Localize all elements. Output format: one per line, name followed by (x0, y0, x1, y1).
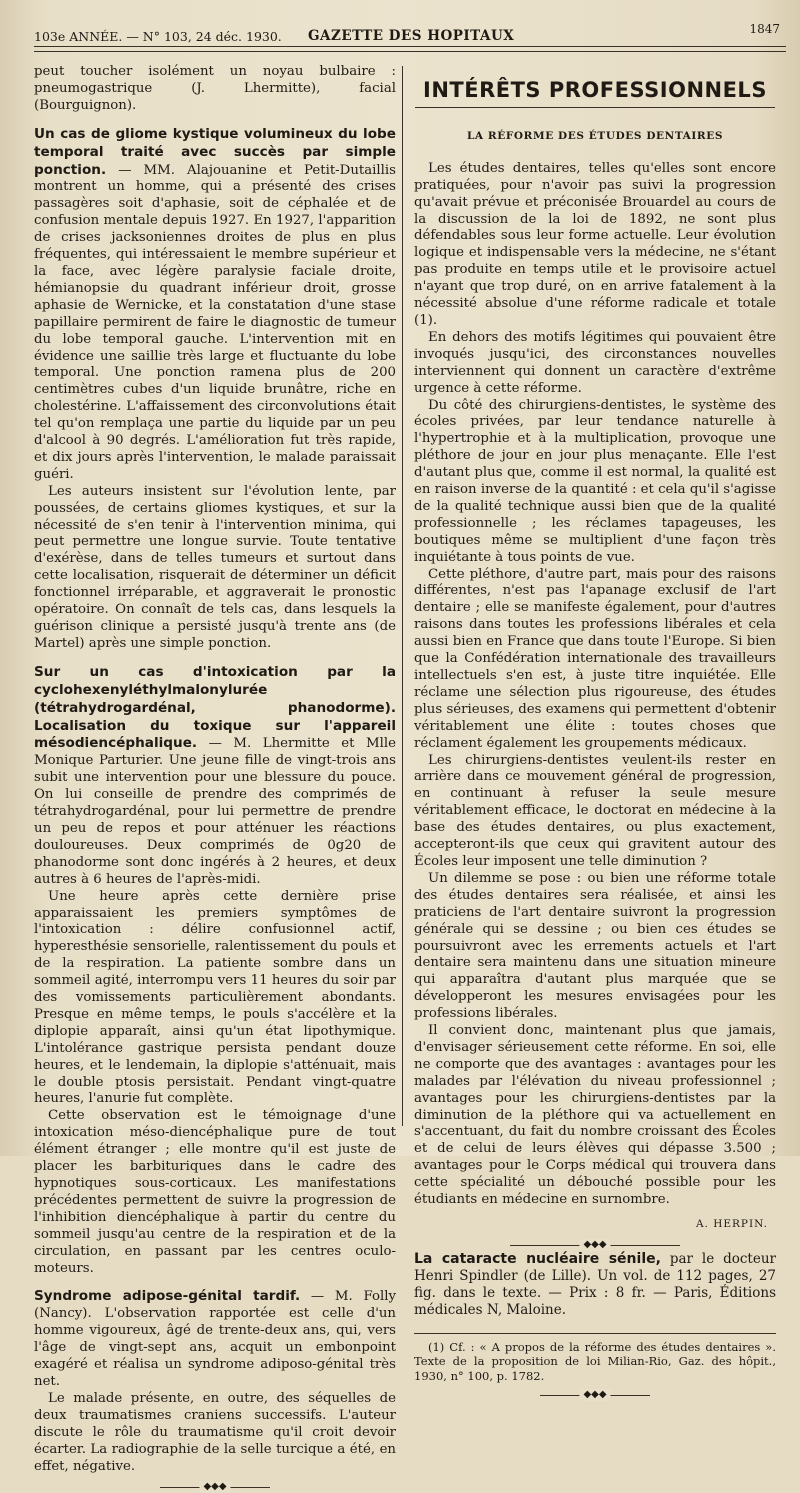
article-gliome-para1: montrent un homme, qui a présenté des crises passagères soit d'aphasie, soit de céphalée et de confusion mentale depuis 1927. En 1927, l'apparition de crises jacksoniennes droites de plus en plus fréquentes, qui intéressaient le membre supérieur et la face, avec légère paralysie faciale droite, hémianopsie du quadrant inférieur droit, grosse aphasie de Wernicke, et la constatation d'une stase papillaire permirent de faire le diagnostic de tumeur du lobe temporal gauche. L'intervention mit en évidence une saillie très large et fluctuante du lobe temporal. Une ponction ramena plus de 200 centimètres cubes d'un liquide brunâtre, riche en cholestérine. L'affaissement des circonvolutions était tel qu'on remplaça une partie du liquide par un peu d'alcool à 90 degrés. L'amélioration fut très rapide, et dix jours après l'intervention, le malade paraissait guéri. (34, 179, 396, 482)
dental-paragraph: Cette pléthore, d'autre part, mais pour des raisons différentes, n'est pas l'apanage exclusif de l'art dentaire ; elle se manifeste également, pour d'autres raisons dans toutes les professions libérales et cela aussi bien en France que dans toute l'Europe. Si bien que la Confédération internationale des travailleurs intellectuels s'en est, à juste titre inquiétée. Elle réclame une sélection plus rigoureuse, des études plus sérieuses, des examens qui permettent d'obtenir véritablement une élite : toutes choses que réclament également les groupements médicaux. (414, 566, 776, 751)
column-divider (402, 66, 403, 1126)
left-column (34, 64, 396, 1493)
article-intoxication-title: Sur un cas d'intoxication par la cyclohexenyléthylmalonylurée (tétrahydrogardénal, phanodorme). Localisation du toxique sur l'appareil mésodiencéphalique. (34, 663, 396, 752)
dental-paragraph: En dehors des motifs légitimes qui pouvaient être invoqués jusqu'ici, des circonstances nouvelles interviennent qui donnent un caractère d'extrême urgence à cette réforme. (414, 329, 776, 396)
issue-info: 103e ANNÉE. — N° 103, 24 déc. 1930. (34, 29, 282, 44)
book-title: La cataracte nucléaire sénile, (414, 1250, 661, 1267)
intro-text: peut toucher isolément un noyau bulbaire : pneumogastrique (J. Lhermitte), facial (Bourguignon). (34, 64, 396, 113)
page-number: 1847 (749, 22, 780, 36)
end-ornament: ◆◆◆ (160, 1481, 270, 1493)
section-title: INTÉRÊTS PROFESSIONNELS (423, 78, 767, 102)
article-intoxication-para3: Cette observation est le témoignage d'une intoxication méso-diencéphalique pure de tout élément étranger ; elle montre qu'il est juste de placer les barbituriques dans le cadre des hypnotiques sous-corticaux. Les manifestations précédentes permettent de suivre la progression de l'inhibition diencéphalique à partir du centre du sommeil jusqu'au centre de la respiration et de la circulation, en passant par les centres oculo-moteurs. (34, 1108, 396, 1276)
section-rule (415, 107, 775, 108)
dental-paragraph: Il convient donc, maintenant plus que jamais, d'envisager sérieusement cette réforme. En soi, elle ne comporte que des avantages : avantages pour les malades par l'élévation du niveau professionnel ; avantages pour les chirurgiens-dentistes par la diminution de la pléthore qui va actuellement en s'accentuant, du fait du nombre croissant des Écoles et de celui de leurs élèves qui dépasse 3.500 ; avantages pour le Corps médical qui trouvera dans cette spécialité un débouché possible pour les étudiants en médecine en surnombre. (414, 1023, 776, 1208)
author-signature: A. HERPIN. (695, 1218, 768, 1230)
article-gliome-authors: — MM. Alajouanine et Petit-Dutaillis (118, 162, 396, 178)
ornament-divider: ◆◆◆ (510, 1239, 680, 1251)
article-syndrome-para1: L'observation rapportée est celle d'un homme vigoureux, âgé de trente-deux ans, qui, vers l'âge de vingt-sept ans, acquit un embonpoint exagéré et réalisa un syndrome adiposo-génital très net. (34, 1306, 396, 1389)
article-gliome-para2: Les auteurs insistent sur l'évolution lente, par poussées, de certains gliomes kystiques, et sur la nécessité de s'en tenir à l'intervention minima, qui peut permettre une longue survie. Toute tentative d'exérèse, dans de telles tumeurs et surtout dans cette localisation, risquerait de déterminer un déficit fonctionnel irréparable, et aggraverait le pronostic opératoire. On connaît de tels cas, dans lesquels la guérison clinique a persisté jusqu'à trente ans (de Martel) après une simple ponction. (34, 483, 396, 651)
page-header (34, 24, 784, 46)
article-intoxication-para2: Une heure après cette dernière prise apparaissaient les premiers symptômes de l'intoxication : délire confusionnel actif, hyperesthésie sensorielle, ralentissement du pouls et de la respiration. La patiente sombre dans un sommeil agité, interrompu vers 11 heures du soir par des vomissements particulièrement abondants. Presque en même temps, le pouls s'accélère et la diplopie apparaît, ainsi qu'un état lipothymique. L'intolérance gastrique persista pendant douze heures, et le lendemain, la diplopie s'atténuait, mais le double ptosis persistait. Pendant vingt-quatre heures, l'anurie fut complète. (34, 888, 396, 1107)
dental-paragraph: Un dilemme se pose : ou bien une réforme totale des études dentaires sera réalisée, et ainsi les praticiens de l'art dentaire suivront la progression générale qui se dessine ; ou bien ces études se poursuivront avec les errements actuels et l'art dentaire sera maintenu dans une situation mineure qui apparaîtra d'autant plus marquée que se développeront les mesures envisagées pour les professions libérales. (414, 870, 776, 1022)
dental-paragraph: Les chirurgiens-dentistes veulent-ils rester en arrière dans ce mouvement général de progression, en continuant à refuser la seule mesure véritablement efficace, le doctorat en médecine à la base des études dentaires, ou plus exactement, accepteront-ils que ceux qui gravitent autour des Écoles leur imposent une telle diminution ? (414, 752, 776, 869)
book-notice (414, 1251, 776, 1319)
journal-title: GAZETTE DES HOPITAUX (308, 28, 515, 44)
book-details: par le docteur Henri Spindler (de Lille). Un vol. de 112 pages, 27 fig. dans le texte. — Prix : 8 fr. — Paris, Éditions médicales N, Maloine. (414, 1250, 776, 1318)
article-gliome-title: Un cas de gliome kystique volumineux du lobe temporal traité avec succès par simple ponction. (34, 125, 396, 178)
footnote: (1) Cf. : « A propos de la réforme des études dentaires ». Texte de la proposition de loi Milian-Rio, Gaz. des hôpit., 1930, n° 100, p. 1782. (414, 1339, 776, 1383)
article-syndrome-para2: Le malade présente, en outre, des séquelles de deux traumatismes craniens successifs. L'auteur discute le rôle du traumatisme qu'il croit devoir écarter. La radiographie de la selle turcique a été, en effet, négative. (34, 1390, 396, 1474)
footnote-rule (414, 1333, 776, 1334)
header-rule-thin (34, 51, 786, 52)
article-intoxication-para1: Une jeune fille de vingt-trois ans subit une intervention pour une blessure du pouce. On lui conseille de prendre des comprimés de tétrahydrogardénal, pour lui permettre de prendre un peu de repos et pour atténuer les réactions douloureuses. Deux comprimés de 0g20 de phanodorme sont donc ingérés à 2 heures, et deux autres à 6 heures de l'après-midi. (34, 753, 396, 887)
dental-paragraph: Les études dentaires, telles qu'elles sont encore pratiquées, pour n'avoir pas suivi la progression qu'avait prévue et préconisée Brouardel au cours de la discussion de la loi de 1892, ne sont plus défendables sous leur forme actuelle. Leur évolution logique et indispensable vers la médecine, ne s'étant pas produite en temps utile et le provisoire actuel n'ayant que trop duré, on en arrive fatalement à la nécessité absolue d'une réforme radicale et totale (1). (414, 160, 776, 328)
article-subtitle: LA RÉFORME DES ÉTUDES DENTAIRES (466, 129, 724, 142)
end-ornament-right: ◆◆◆ (540, 1389, 650, 1401)
article-intoxication-authors: — M. Lhermitte et Mlle Monique Parturier. (34, 736, 396, 769)
article-syndrome-authors: — M. Folly (Nancy). (34, 1289, 396, 1322)
header-rule (34, 46, 786, 47)
dental-paragraph: Du côté des chirurgiens-dentistes, le système des écoles privées, par leur tendance naturelle à l'hypertrophie et à la multiplication, provoque une pléthore de jour en jour plus menaçante. Elle l'est d'autant plus que, comme il est normal, la qualité est en raison inverse de la quantité : et cela qu'il s'agisse de la qualité technique aussi bien que de la qualité professionnelle ; les réclames tapageuses, les boutiques même se multiplient d'une façon très inquiétante à tous points de vue. (414, 397, 776, 565)
article-syndrome-title: Syndrome adipose-génital tardif. (34, 1288, 301, 1305)
right-column (414, 64, 776, 1401)
